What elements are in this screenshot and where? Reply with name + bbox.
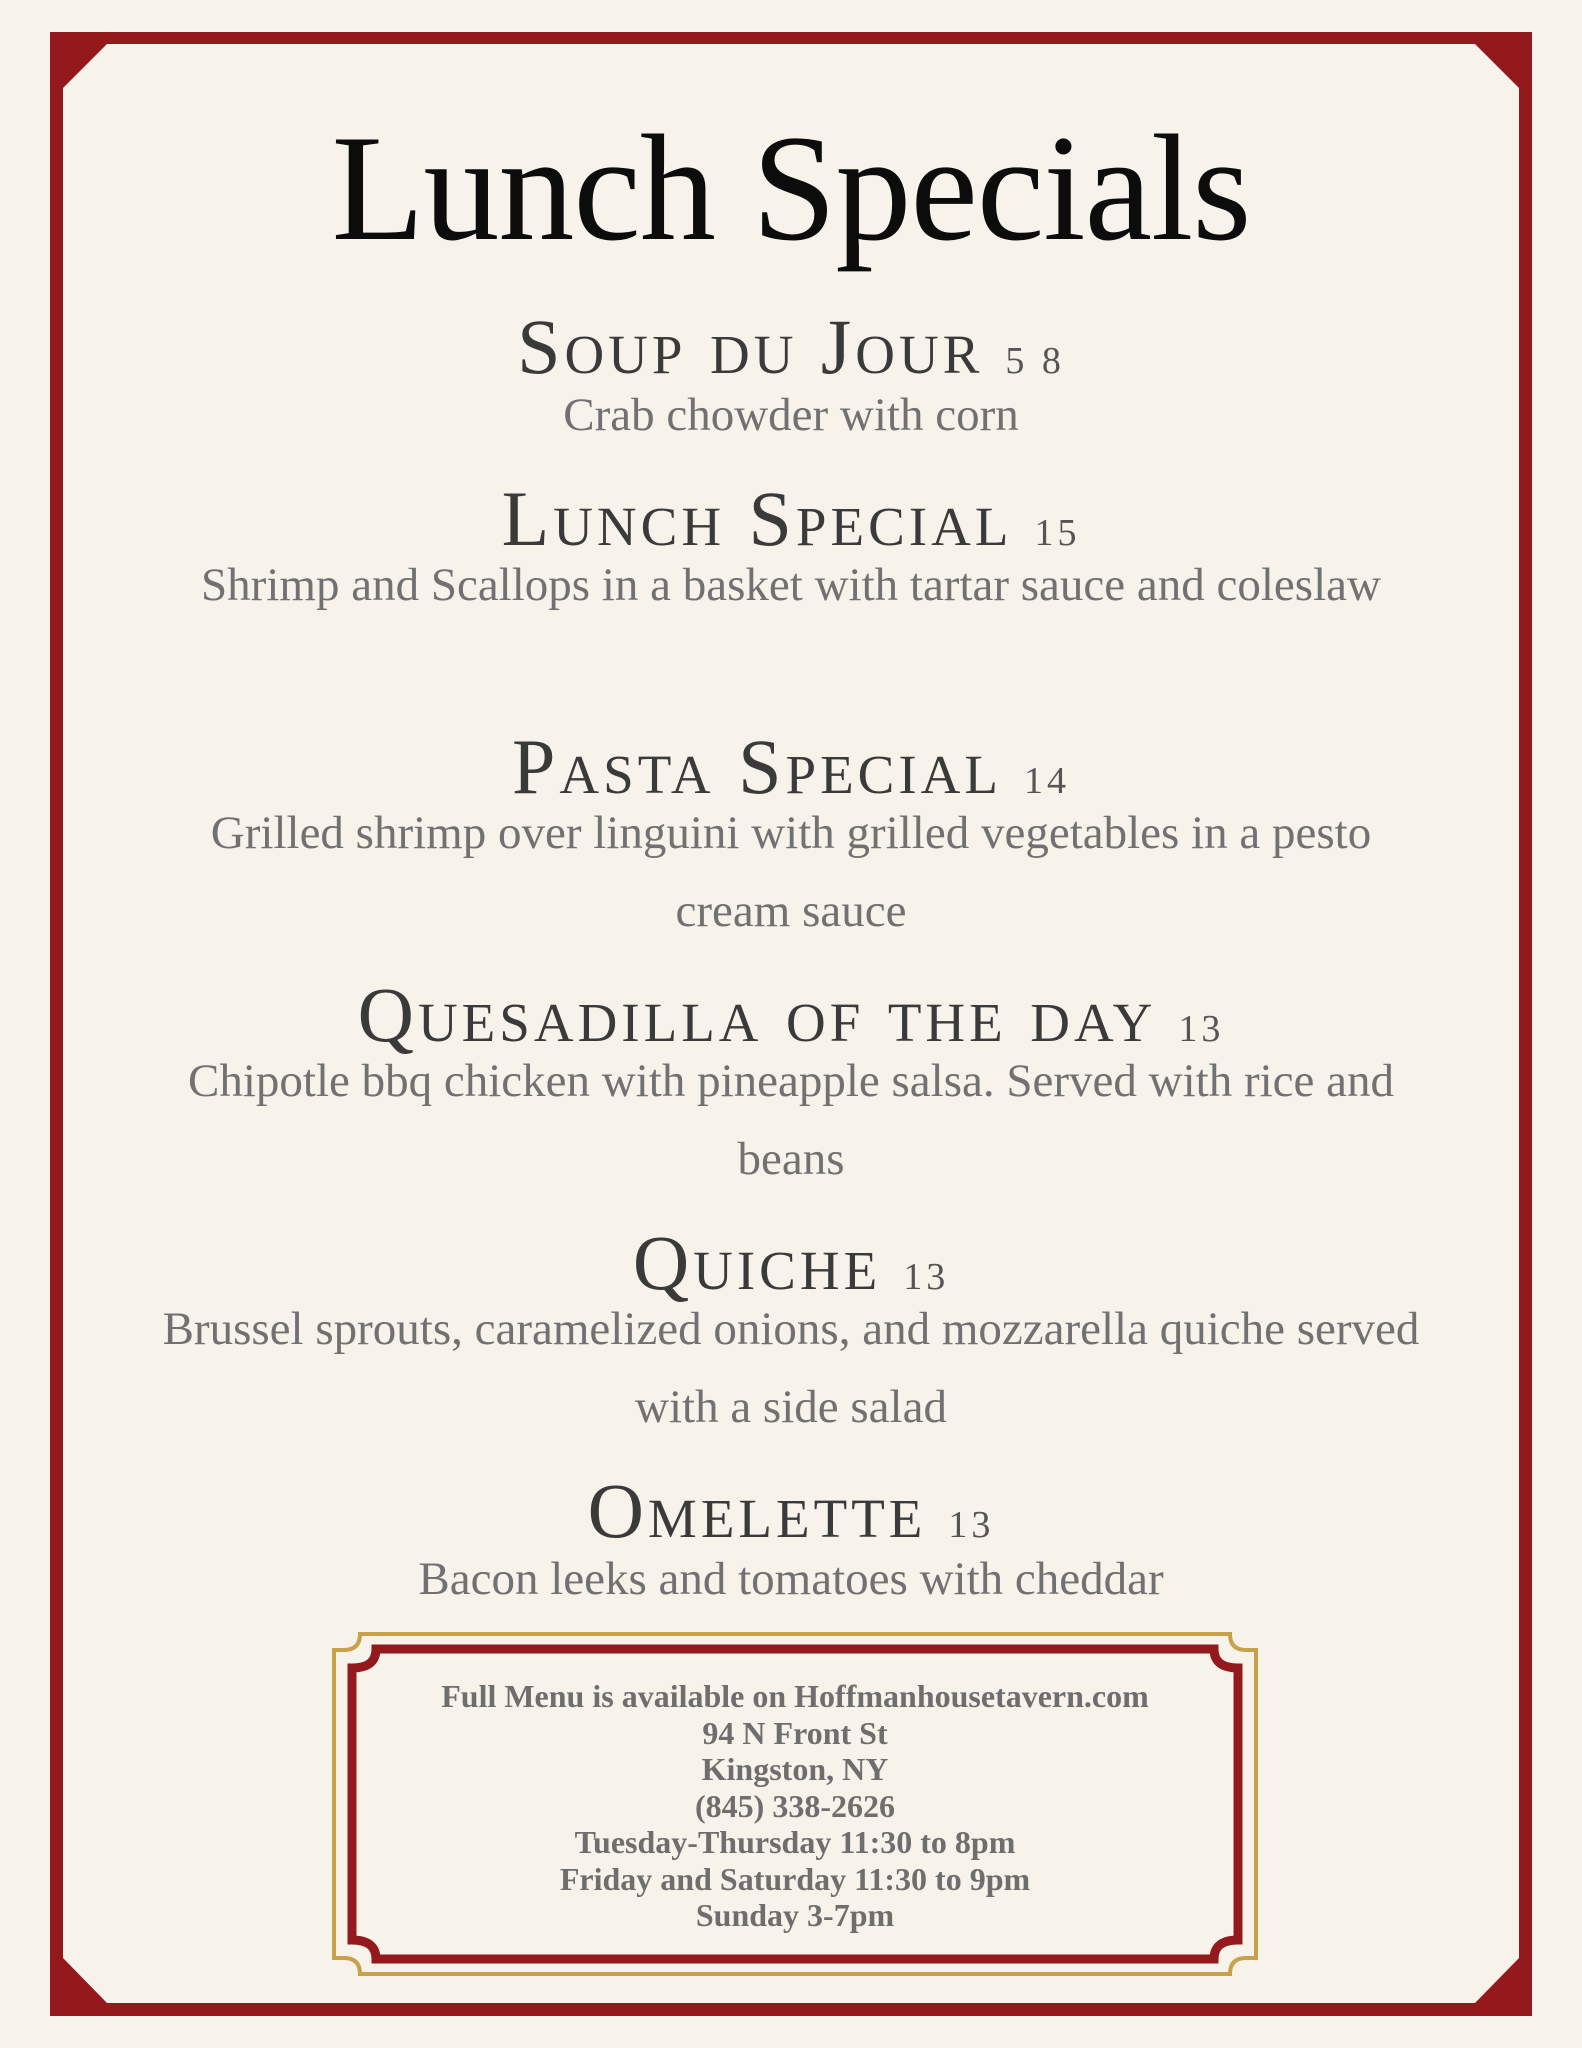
page-title: Lunch Specials xyxy=(331,104,1251,272)
menu-item-description: Crab chowder with corn xyxy=(563,389,1019,441)
menu-item-price: 13 xyxy=(903,1256,950,1298)
menu-item-name: Pasta Special xyxy=(512,723,1002,810)
menu-item-name: Omelette xyxy=(587,1467,927,1554)
menu-item-description: Chipotle bbq chicken with pineapple salsa. Served with rice and beans xyxy=(187,1055,1394,1185)
menu-item-description: Bacon leeks and tomatoes with cheddar xyxy=(418,1553,1164,1605)
menu-item-price: 13 xyxy=(1178,1008,1225,1050)
menu-item-description: Brussel sprouts, caramelized onions, and mozzarella quiche served with a side salad xyxy=(162,1303,1420,1433)
menu-item-price: 13 xyxy=(948,1504,995,1546)
phone-number: (845) 338-2626 xyxy=(695,1787,895,1824)
menu-item-price: 5 8 xyxy=(1005,340,1065,382)
website-line: Full Menu is available on Hoffmanhousetavern.com xyxy=(441,1678,1149,1714)
menu-item-description: Grilled shrimp over linguini with grilled vegetables in a pesto cream sauce xyxy=(210,807,1372,937)
menu-item-heading xyxy=(0,303,1582,390)
hours-weekday: Tuesday-Thursday 11:30 to 8pm xyxy=(574,1824,1016,1860)
menu-item-name: Quiche xyxy=(632,1219,882,1306)
hours-sunday: Sunday 3-7pm xyxy=(695,1897,895,1933)
street-address: 94 N Front St xyxy=(702,1714,888,1751)
city-state: Kingston, NY xyxy=(701,1751,889,1787)
menu-item-description: Shrimp and Scallops in a basket with tartar sauce and coleslaw xyxy=(201,559,1381,611)
menu-item-heading xyxy=(0,1467,1582,1554)
menu-item-name: Lunch Special xyxy=(501,475,1013,562)
menu-item-price: 15 xyxy=(1034,512,1081,554)
menu-item-name: Quesadilla of the day xyxy=(357,971,1157,1058)
restaurant-info xyxy=(345,1678,1245,1934)
menu-item-price: 14 xyxy=(1023,760,1070,802)
menu-item-name: Soup du Jour xyxy=(517,303,984,390)
hours-weekend: Friday and Saturday 11:30 to 9pm xyxy=(559,1860,1031,1897)
